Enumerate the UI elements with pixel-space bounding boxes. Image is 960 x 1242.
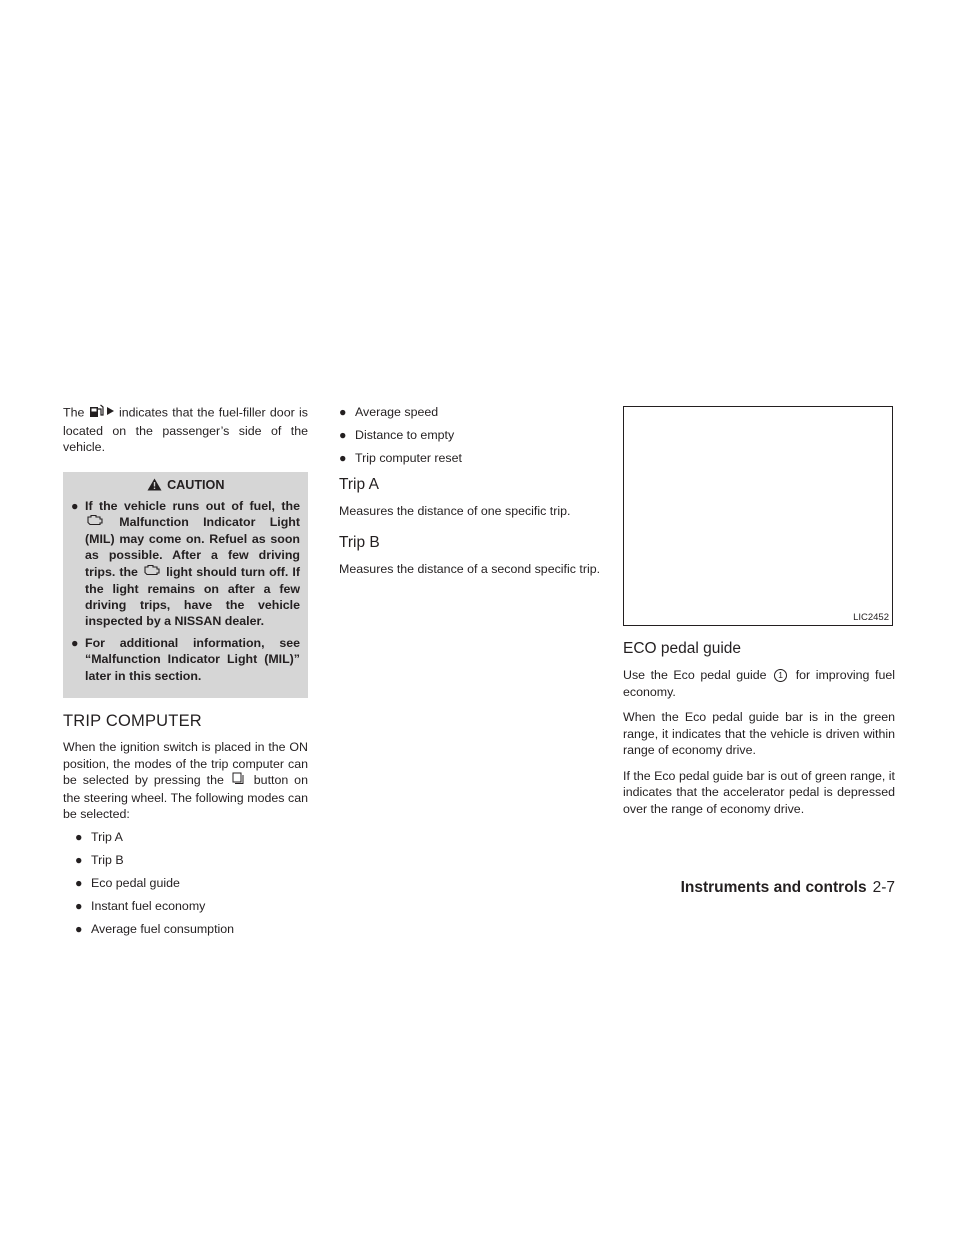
- list-item: ● Trip computer reset: [339, 451, 462, 465]
- fuel-door-paragraph: The indicates that the fuel-filler door is located on the passenger’s side of the vehicle.: [63, 405, 308, 454]
- list-item: ● Distance to empty: [339, 428, 455, 442]
- eco-paragraph-1: Use the Eco pedal guide 1 for improving fuel economy.: [623, 668, 895, 699]
- mode-list: [63, 829, 308, 937]
- eco-paragraph-3: If the Eco pedal guide bar is out of green range, it indicates that the accelerator pedal is depressed over the range of economy drive.: [623, 768, 895, 816]
- column-left: [63, 404, 308, 944]
- list-item: ● Trip B: [75, 852, 124, 867]
- page-footer: [681, 879, 895, 897]
- caution-item: ● If the vehicle runs out of fuel, the Malfunction Indicator Light (MIL) may come on. Refuel as soon as possible. After a few driving trips. the light should turn off. If the light remains on after a few driving trips, have the vehicle inspected by a NISSAN dealer.: [71, 498, 300, 629]
- column-middle: [339, 404, 601, 577]
- page-number: 2-7: [872, 879, 895, 896]
- section-title-trip-computer: TRIP COMPUTER: [63, 712, 202, 730]
- list-item: ● Eco pedal guide: [75, 875, 180, 890]
- callout-marker: 1: [774, 669, 787, 682]
- caution-header: CAUTION: [71, 478, 300, 492]
- list-item: ● Trip A: [75, 829, 123, 844]
- trip-computer-paragraph: When the ignition switch is placed in the ON position, the modes of the trip computer can be selected by pressing the button on the steering wheel. The following modes can be selected:: [63, 740, 308, 821]
- figure-id: LIC2452: [853, 612, 889, 623]
- list-item: ● Average speed: [339, 405, 439, 419]
- mode-list-continued: [339, 404, 601, 466]
- trip-a-text: Measures the distance of one specific trip.: [339, 504, 571, 518]
- list-item: ● Average fuel consumption: [75, 921, 235, 936]
- fuel-pump-arrow-icon: [89, 404, 115, 423]
- list-item: ● Instant fuel economy: [75, 898, 206, 913]
- caution-box: [63, 472, 308, 699]
- footer-section-name: Instruments and controls: [680, 879, 867, 896]
- subsection-title-trip-b: Trip B: [339, 533, 380, 551]
- eco-paragraph-2: When the Eco pedal guide bar is in the green range, it indicates that the vehicle is driven within range of economy drive.: [623, 710, 895, 757]
- trip-b-text: Measures the distance of a second specific trip.: [339, 561, 601, 576]
- engine-icon: [142, 564, 162, 580]
- column-right: [623, 404, 895, 817]
- trip-button-icon: [230, 772, 248, 790]
- caution-item: ● For additional information, see “Malfunction Indicator Light (MIL)” later in this section.: [71, 635, 300, 683]
- engine-icon: [85, 514, 105, 530]
- subsection-title-eco-pedal-guide: ECO pedal guide: [623, 640, 742, 657]
- warning-triangle-icon: [147, 478, 162, 491]
- figure-eco-pedal-guide: [623, 406, 893, 626]
- subsection-title-trip-a: Trip A: [339, 476, 379, 493]
